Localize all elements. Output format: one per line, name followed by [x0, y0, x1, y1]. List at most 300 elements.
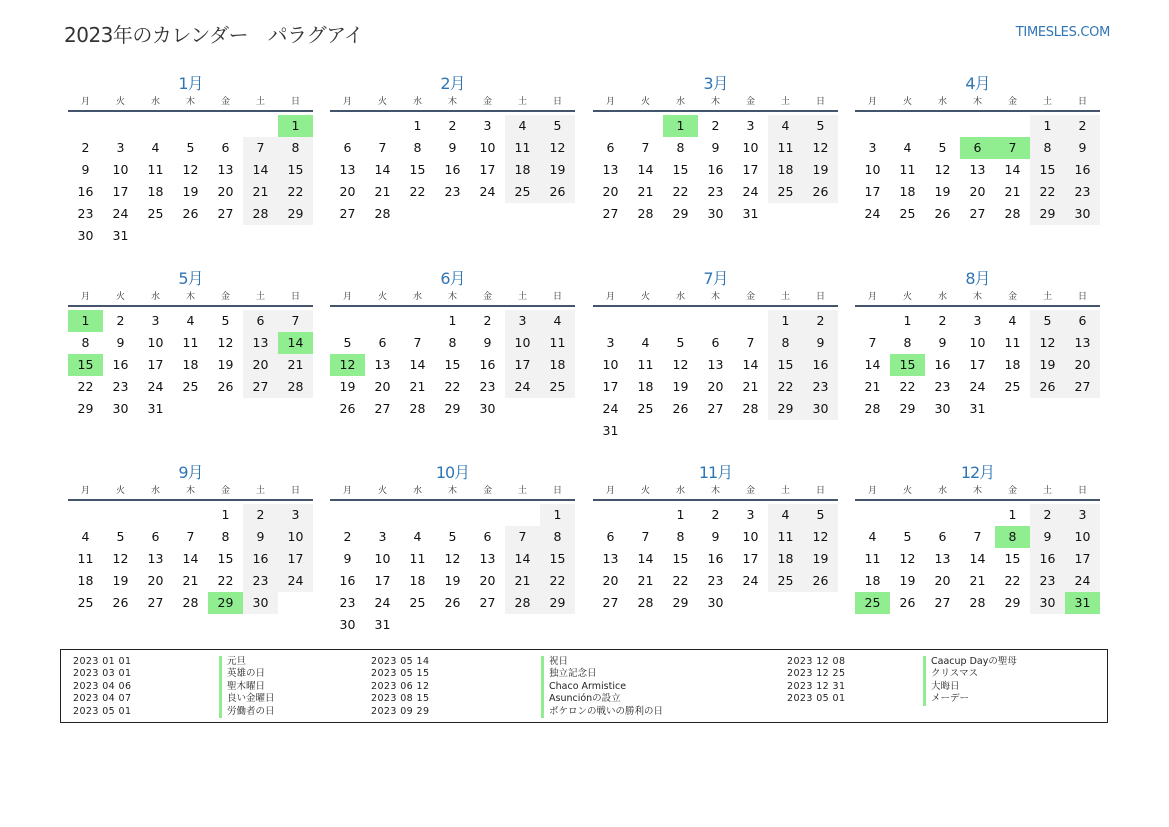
day-cell[interactable]: 10	[374, 551, 391, 566]
holiday-day-cell[interactable]: 31	[1065, 592, 1100, 614]
day-cell[interactable]: 3	[868, 140, 877, 155]
day-cell[interactable]: 16	[444, 162, 461, 177]
weekend-day-cell[interactable]: 30	[803, 398, 838, 420]
day-cell[interactable]: 6	[221, 140, 230, 155]
day-cell[interactable]: 29	[672, 595, 689, 610]
weekend-day-cell[interactable]: 8	[278, 137, 313, 159]
day-cell[interactable]: 3	[378, 529, 387, 544]
holiday-day-cell[interactable]: 8	[995, 526, 1030, 548]
weekend-day-cell[interactable]: 5	[803, 504, 838, 526]
day-cell[interactable]: 12	[672, 357, 689, 372]
day-cell[interactable]: 23	[934, 379, 951, 394]
day-cell[interactable]: 12	[217, 335, 234, 350]
day-cell[interactable]: 7	[413, 335, 422, 350]
weekend-day-cell[interactable]: 15	[1030, 159, 1065, 181]
day-cell[interactable]: 16	[339, 573, 356, 588]
weekend-day-cell[interactable]: 25	[540, 376, 575, 398]
day-cell[interactable]: 18	[147, 184, 164, 199]
day-cell[interactable]: 21	[637, 573, 654, 588]
weekend-day-cell[interactable]: 23	[1030, 570, 1065, 592]
weekend-day-cell[interactable]: 22	[540, 570, 575, 592]
day-cell[interactable]: 8	[676, 140, 685, 155]
weekend-day-cell[interactable]: 9	[803, 332, 838, 354]
day-cell[interactable]: 5	[448, 529, 457, 544]
day-cell[interactable]: 5	[676, 335, 685, 350]
day-cell[interactable]: 8	[221, 529, 230, 544]
weekend-day-cell[interactable]: 24	[1065, 570, 1100, 592]
day-cell[interactable]: 4	[186, 313, 195, 328]
weekend-day-cell[interactable]: 4	[505, 115, 540, 137]
weekend-day-cell[interactable]: 26	[540, 181, 575, 203]
day-cell[interactable]: 25	[77, 595, 94, 610]
weekend-day-cell[interactable]: 19	[803, 159, 838, 181]
day-cell[interactable]: 19	[112, 573, 129, 588]
weekend-day-cell[interactable]: 8	[540, 526, 575, 548]
day-cell[interactable]: 26	[444, 595, 461, 610]
day-cell[interactable]: 28	[409, 401, 426, 416]
day-cell[interactable]: 4	[903, 140, 912, 155]
day-cell[interactable]: 27	[374, 401, 391, 416]
holiday-day-cell[interactable]: 15	[890, 354, 925, 376]
weekend-day-cell[interactable]: 21	[278, 354, 313, 376]
weekend-day-cell[interactable]: 21	[243, 181, 278, 203]
weekend-day-cell[interactable]: 19	[1030, 354, 1065, 376]
day-cell[interactable]: 9	[711, 140, 720, 155]
day-cell[interactable]: 23	[707, 184, 724, 199]
day-cell[interactable]: 6	[938, 529, 947, 544]
day-cell[interactable]: 12	[934, 162, 951, 177]
day-cell[interactable]: 26	[672, 401, 689, 416]
holiday-day-cell[interactable]: 1	[663, 115, 698, 137]
day-cell[interactable]: 30	[77, 228, 94, 243]
day-cell[interactable]: 13	[969, 162, 986, 177]
weekend-day-cell[interactable]: 23	[243, 570, 278, 592]
day-cell[interactable]: 24	[479, 184, 496, 199]
day-cell[interactable]: 13	[339, 162, 356, 177]
day-cell[interactable]: 22	[217, 573, 234, 588]
day-cell[interactable]: 1	[448, 313, 457, 328]
day-cell[interactable]: 17	[742, 551, 759, 566]
day-cell[interactable]: 25	[637, 401, 654, 416]
day-cell[interactable]: 7	[641, 140, 650, 155]
day-cell[interactable]: 7	[746, 335, 755, 350]
day-cell[interactable]: 10	[479, 140, 496, 155]
day-cell[interactable]: 18	[77, 573, 94, 588]
day-cell[interactable]: 1	[221, 507, 230, 522]
day-cell[interactable]: 24	[742, 573, 759, 588]
day-cell[interactable]: 14	[742, 357, 759, 372]
day-cell[interactable]: 15	[672, 162, 689, 177]
weekend-day-cell[interactable]: 19	[540, 159, 575, 181]
weekend-day-cell[interactable]: 4	[768, 504, 803, 526]
day-cell[interactable]: 21	[182, 573, 199, 588]
day-cell[interactable]: 23	[339, 595, 356, 610]
weekend-day-cell[interactable]: 10	[1065, 526, 1100, 548]
day-cell[interactable]: 7	[973, 529, 982, 544]
day-cell[interactable]: 23	[444, 184, 461, 199]
day-cell[interactable]: 5	[186, 140, 195, 155]
weekend-day-cell[interactable]: 24	[505, 376, 540, 398]
weekend-day-cell[interactable]: 5	[540, 115, 575, 137]
day-cell[interactable]: 25	[147, 206, 164, 221]
day-cell[interactable]: 13	[602, 162, 619, 177]
day-cell[interactable]: 23	[707, 573, 724, 588]
weekend-day-cell[interactable]: 30	[1030, 592, 1065, 614]
day-cell[interactable]: 21	[864, 379, 881, 394]
day-cell[interactable]: 6	[483, 529, 492, 544]
day-cell[interactable]: 20	[374, 379, 391, 394]
weekend-day-cell[interactable]: 2	[243, 504, 278, 526]
weekend-day-cell[interactable]: 12	[540, 137, 575, 159]
day-cell[interactable]: 22	[1004, 573, 1021, 588]
day-cell[interactable]: 2	[81, 140, 90, 155]
day-cell[interactable]: 1	[676, 507, 685, 522]
day-cell[interactable]: 9	[483, 335, 492, 350]
day-cell[interactable]: 11	[409, 551, 426, 566]
weekend-day-cell[interactable]: 9	[1030, 526, 1065, 548]
day-cell[interactable]: 2	[938, 313, 947, 328]
day-cell[interactable]: 6	[151, 529, 160, 544]
weekend-day-cell[interactable]: 12	[803, 526, 838, 548]
day-cell[interactable]: 19	[934, 184, 951, 199]
day-cell[interactable]: 18	[864, 573, 881, 588]
day-cell[interactable]: 19	[899, 573, 916, 588]
weekend-day-cell[interactable]: 7	[505, 526, 540, 548]
day-cell[interactable]: 26	[934, 206, 951, 221]
day-cell[interactable]: 18	[409, 573, 426, 588]
day-cell[interactable]: 26	[182, 206, 199, 221]
day-cell[interactable]: 8	[81, 335, 90, 350]
day-cell[interactable]: 23	[77, 206, 94, 221]
day-cell[interactable]: 3	[116, 140, 125, 155]
day-cell[interactable]: 6	[606, 140, 615, 155]
weekend-day-cell[interactable]: 13	[1065, 332, 1100, 354]
day-cell[interactable]: 16	[707, 551, 724, 566]
day-cell[interactable]: 12	[112, 551, 129, 566]
weekend-day-cell[interactable]: 24	[278, 570, 313, 592]
day-cell[interactable]: 2	[483, 313, 492, 328]
day-cell[interactable]: 28	[1004, 206, 1021, 221]
day-cell[interactable]: 19	[444, 573, 461, 588]
weekend-day-cell[interactable]: 10	[505, 332, 540, 354]
day-cell[interactable]: 13	[707, 357, 724, 372]
weekend-day-cell[interactable]: 16	[243, 548, 278, 570]
holiday-day-cell[interactable]: 1	[278, 115, 313, 137]
day-cell[interactable]: 6	[711, 335, 720, 350]
day-cell[interactable]: 26	[217, 379, 234, 394]
weekend-day-cell[interactable]: 13	[243, 332, 278, 354]
day-cell[interactable]: 7	[641, 529, 650, 544]
day-cell[interactable]: 9	[81, 162, 90, 177]
day-cell[interactable]: 22	[444, 379, 461, 394]
weekend-day-cell[interactable]: 12	[1030, 332, 1065, 354]
weekend-day-cell[interactable]: 15	[768, 354, 803, 376]
day-cell[interactable]: 29	[1004, 595, 1021, 610]
day-cell[interactable]: 31	[112, 228, 129, 243]
day-cell[interactable]: 22	[77, 379, 94, 394]
weekend-day-cell[interactable]: 26	[803, 570, 838, 592]
day-cell[interactable]: 14	[637, 551, 654, 566]
weekend-day-cell[interactable]: 15	[278, 159, 313, 181]
day-cell[interactable]: 20	[602, 573, 619, 588]
weekend-day-cell[interactable]: 1	[540, 504, 575, 526]
weekend-day-cell[interactable]: 16	[1065, 159, 1100, 181]
day-cell[interactable]: 21	[1004, 184, 1021, 199]
weekend-day-cell[interactable]: 25	[768, 570, 803, 592]
weekend-day-cell[interactable]: 26	[803, 181, 838, 203]
day-cell[interactable]: 10	[602, 357, 619, 372]
day-cell[interactable]: 29	[77, 401, 94, 416]
day-cell[interactable]: 22	[672, 184, 689, 199]
weekend-day-cell[interactable]: 4	[540, 310, 575, 332]
holiday-day-cell[interactable]: 7	[995, 137, 1030, 159]
weekend-day-cell[interactable]: 3	[505, 310, 540, 332]
day-cell[interactable]: 10	[742, 529, 759, 544]
day-cell[interactable]: 14	[1004, 162, 1021, 177]
day-cell[interactable]: 18	[182, 357, 199, 372]
day-cell[interactable]: 11	[182, 335, 199, 350]
weekend-day-cell[interactable]: 29	[540, 592, 575, 614]
day-cell[interactable]: 29	[444, 401, 461, 416]
day-cell[interactable]: 2	[343, 529, 352, 544]
day-cell[interactable]: 27	[969, 206, 986, 221]
day-cell[interactable]: 23	[479, 379, 496, 394]
weekend-day-cell[interactable]: 21	[505, 570, 540, 592]
weekend-day-cell[interactable]: 15	[540, 548, 575, 570]
day-cell[interactable]: 21	[409, 379, 426, 394]
day-cell[interactable]: 28	[182, 595, 199, 610]
day-cell[interactable]: 25	[409, 595, 426, 610]
weekend-day-cell[interactable]: 30	[243, 592, 278, 614]
day-cell[interactable]: 4	[81, 529, 90, 544]
day-cell[interactable]: 20	[707, 379, 724, 394]
day-cell[interactable]: 27	[147, 595, 164, 610]
weekend-day-cell[interactable]: 22	[768, 376, 803, 398]
day-cell[interactable]: 8	[903, 335, 912, 350]
day-cell[interactable]: 26	[899, 595, 916, 610]
weekend-day-cell[interactable]: 8	[768, 332, 803, 354]
day-cell[interactable]: 30	[112, 401, 129, 416]
day-cell[interactable]: 13	[217, 162, 234, 177]
holiday-day-cell[interactable]: 14	[278, 332, 313, 354]
weekend-day-cell[interactable]: 10	[278, 526, 313, 548]
day-cell[interactable]: 20	[339, 184, 356, 199]
weekend-day-cell[interactable]: 18	[768, 159, 803, 181]
day-cell[interactable]: 3	[151, 313, 160, 328]
day-cell[interactable]: 1	[903, 313, 912, 328]
day-cell[interactable]: 25	[182, 379, 199, 394]
weekend-day-cell[interactable]: 29	[1030, 203, 1065, 225]
day-cell[interactable]: 21	[742, 379, 759, 394]
day-cell[interactable]: 9	[448, 140, 457, 155]
day-cell[interactable]: 25	[1004, 379, 1021, 394]
holiday-day-cell[interactable]: 1	[68, 310, 103, 332]
weekend-day-cell[interactable]: 3	[1065, 504, 1100, 526]
day-cell[interactable]: 15	[1004, 551, 1021, 566]
day-cell[interactable]: 11	[147, 162, 164, 177]
day-cell[interactable]: 16	[479, 357, 496, 372]
day-cell[interactable]: 27	[479, 595, 496, 610]
weekend-day-cell[interactable]: 18	[505, 159, 540, 181]
day-cell[interactable]: 15	[409, 162, 426, 177]
day-cell[interactable]: 27	[339, 206, 356, 221]
day-cell[interactable]: 20	[147, 573, 164, 588]
weekend-day-cell[interactable]: 18	[540, 354, 575, 376]
day-cell[interactable]: 28	[742, 401, 759, 416]
day-cell[interactable]: 6	[343, 140, 352, 155]
weekend-day-cell[interactable]: 19	[803, 548, 838, 570]
day-cell[interactable]: 27	[602, 206, 619, 221]
day-cell[interactable]: 17	[969, 357, 986, 372]
site-logo[interactable]: TIMESLES.COM	[1015, 25, 1110, 40]
holiday-day-cell[interactable]: 15	[68, 354, 103, 376]
day-cell[interactable]: 31	[374, 617, 391, 632]
day-cell[interactable]: 10	[864, 162, 881, 177]
day-cell[interactable]: 11	[1004, 335, 1021, 350]
weekend-day-cell[interactable]: 17	[1065, 548, 1100, 570]
day-cell[interactable]: 13	[934, 551, 951, 566]
day-cell[interactable]: 13	[602, 551, 619, 566]
day-cell[interactable]: 17	[742, 162, 759, 177]
day-cell[interactable]: 17	[374, 573, 391, 588]
day-cell[interactable]: 9	[343, 551, 352, 566]
day-cell[interactable]: 9	[938, 335, 947, 350]
day-cell[interactable]: 28	[637, 595, 654, 610]
day-cell[interactable]: 11	[637, 357, 654, 372]
day-cell[interactable]: 28	[637, 206, 654, 221]
day-cell[interactable]: 2	[116, 313, 125, 328]
weekend-day-cell[interactable]: 22	[278, 181, 313, 203]
day-cell[interactable]: 26	[112, 595, 129, 610]
day-cell[interactable]: 5	[903, 529, 912, 544]
weekend-day-cell[interactable]: 7	[243, 137, 278, 159]
day-cell[interactable]: 7	[378, 140, 387, 155]
day-cell[interactable]: 17	[864, 184, 881, 199]
weekend-day-cell[interactable]: 9	[243, 526, 278, 548]
day-cell[interactable]: 24	[374, 595, 391, 610]
day-cell[interactable]: 21	[969, 573, 986, 588]
weekend-day-cell[interactable]: 5	[1030, 310, 1065, 332]
day-cell[interactable]: 23	[112, 379, 129, 394]
day-cell[interactable]: 1	[413, 118, 422, 133]
weekend-day-cell[interactable]: 23	[1065, 181, 1100, 203]
day-cell[interactable]: 24	[864, 206, 881, 221]
day-cell[interactable]: 16	[934, 357, 951, 372]
weekend-day-cell[interactable]: 12	[803, 137, 838, 159]
weekend-day-cell[interactable]: 20	[243, 354, 278, 376]
day-cell[interactable]: 17	[602, 379, 619, 394]
weekend-day-cell[interactable]: 8	[1030, 137, 1065, 159]
day-cell[interactable]: 13	[374, 357, 391, 372]
day-cell[interactable]: 6	[378, 335, 387, 350]
day-cell[interactable]: 19	[217, 357, 234, 372]
holiday-day-cell[interactable]: 29	[208, 592, 243, 614]
day-cell[interactable]: 14	[969, 551, 986, 566]
day-cell[interactable]: 22	[409, 184, 426, 199]
weekend-day-cell[interactable]: 25	[768, 181, 803, 203]
day-cell[interactable]: 14	[409, 357, 426, 372]
weekend-day-cell[interactable]: 25	[505, 181, 540, 203]
day-cell[interactable]: 20	[969, 184, 986, 199]
day-cell[interactable]: 27	[707, 401, 724, 416]
day-cell[interactable]: 24	[147, 379, 164, 394]
day-cell[interactable]: 28	[864, 401, 881, 416]
day-cell[interactable]: 30	[934, 401, 951, 416]
weekend-day-cell[interactable]: 11	[768, 137, 803, 159]
day-cell[interactable]: 27	[934, 595, 951, 610]
day-cell[interactable]: 27	[602, 595, 619, 610]
day-cell[interactable]: 20	[479, 573, 496, 588]
day-cell[interactable]: 2	[711, 507, 720, 522]
day-cell[interactable]: 5	[116, 529, 125, 544]
day-cell[interactable]: 31	[969, 401, 986, 416]
day-cell[interactable]: 28	[969, 595, 986, 610]
day-cell[interactable]: 24	[969, 379, 986, 394]
day-cell[interactable]: 4	[868, 529, 877, 544]
weekend-day-cell[interactable]: 17	[278, 548, 313, 570]
day-cell[interactable]: 4	[641, 335, 650, 350]
day-cell[interactable]: 17	[112, 184, 129, 199]
day-cell[interactable]: 3	[483, 118, 492, 133]
day-cell[interactable]: 24	[742, 184, 759, 199]
weekend-day-cell[interactable]: 5	[803, 115, 838, 137]
day-cell[interactable]: 20	[217, 184, 234, 199]
day-cell[interactable]: 5	[938, 140, 947, 155]
weekend-day-cell[interactable]: 7	[278, 310, 313, 332]
day-cell[interactable]: 30	[479, 401, 496, 416]
day-cell[interactable]: 14	[182, 551, 199, 566]
day-cell[interactable]: 19	[339, 379, 356, 394]
day-cell[interactable]: 14	[637, 162, 654, 177]
day-cell[interactable]: 4	[1008, 313, 1017, 328]
weekend-day-cell[interactable]: 4	[768, 115, 803, 137]
day-cell[interactable]: 11	[899, 162, 916, 177]
weekend-day-cell[interactable]: 1	[768, 310, 803, 332]
weekend-day-cell[interactable]: 11	[540, 332, 575, 354]
weekend-day-cell[interactable]: 16	[803, 354, 838, 376]
holiday-day-cell[interactable]: 12	[330, 354, 365, 376]
day-cell[interactable]: 2	[448, 118, 457, 133]
day-cell[interactable]: 27	[217, 206, 234, 221]
day-cell[interactable]: 15	[217, 551, 234, 566]
day-cell[interactable]: 28	[374, 206, 391, 221]
day-cell[interactable]: 24	[112, 206, 129, 221]
day-cell[interactable]: 25	[899, 206, 916, 221]
weekend-day-cell[interactable]: 28	[505, 592, 540, 614]
weekend-day-cell[interactable]: 16	[1030, 548, 1065, 570]
day-cell[interactable]: 16	[707, 162, 724, 177]
weekend-day-cell[interactable]: 28	[278, 376, 313, 398]
day-cell[interactable]: 21	[637, 184, 654, 199]
day-cell[interactable]: 30	[707, 206, 724, 221]
day-cell[interactable]: 3	[973, 313, 982, 328]
weekend-day-cell[interactable]: 14	[243, 159, 278, 181]
day-cell[interactable]: 3	[746, 507, 755, 522]
day-cell[interactable]: 10	[742, 140, 759, 155]
day-cell[interactable]: 3	[746, 118, 755, 133]
day-cell[interactable]: 20	[602, 184, 619, 199]
day-cell[interactable]: 17	[479, 162, 496, 177]
day-cell[interactable]: 31	[147, 401, 164, 416]
day-cell[interactable]: 12	[182, 162, 199, 177]
weekend-day-cell[interactable]: 11	[768, 526, 803, 548]
weekend-day-cell[interactable]: 2	[1065, 115, 1100, 137]
day-cell[interactable]: 16	[77, 184, 94, 199]
day-cell[interactable]: 31	[602, 423, 619, 438]
day-cell[interactable]: 19	[182, 184, 199, 199]
day-cell[interactable]: 18	[1004, 357, 1021, 372]
day-cell[interactable]: 12	[899, 551, 916, 566]
